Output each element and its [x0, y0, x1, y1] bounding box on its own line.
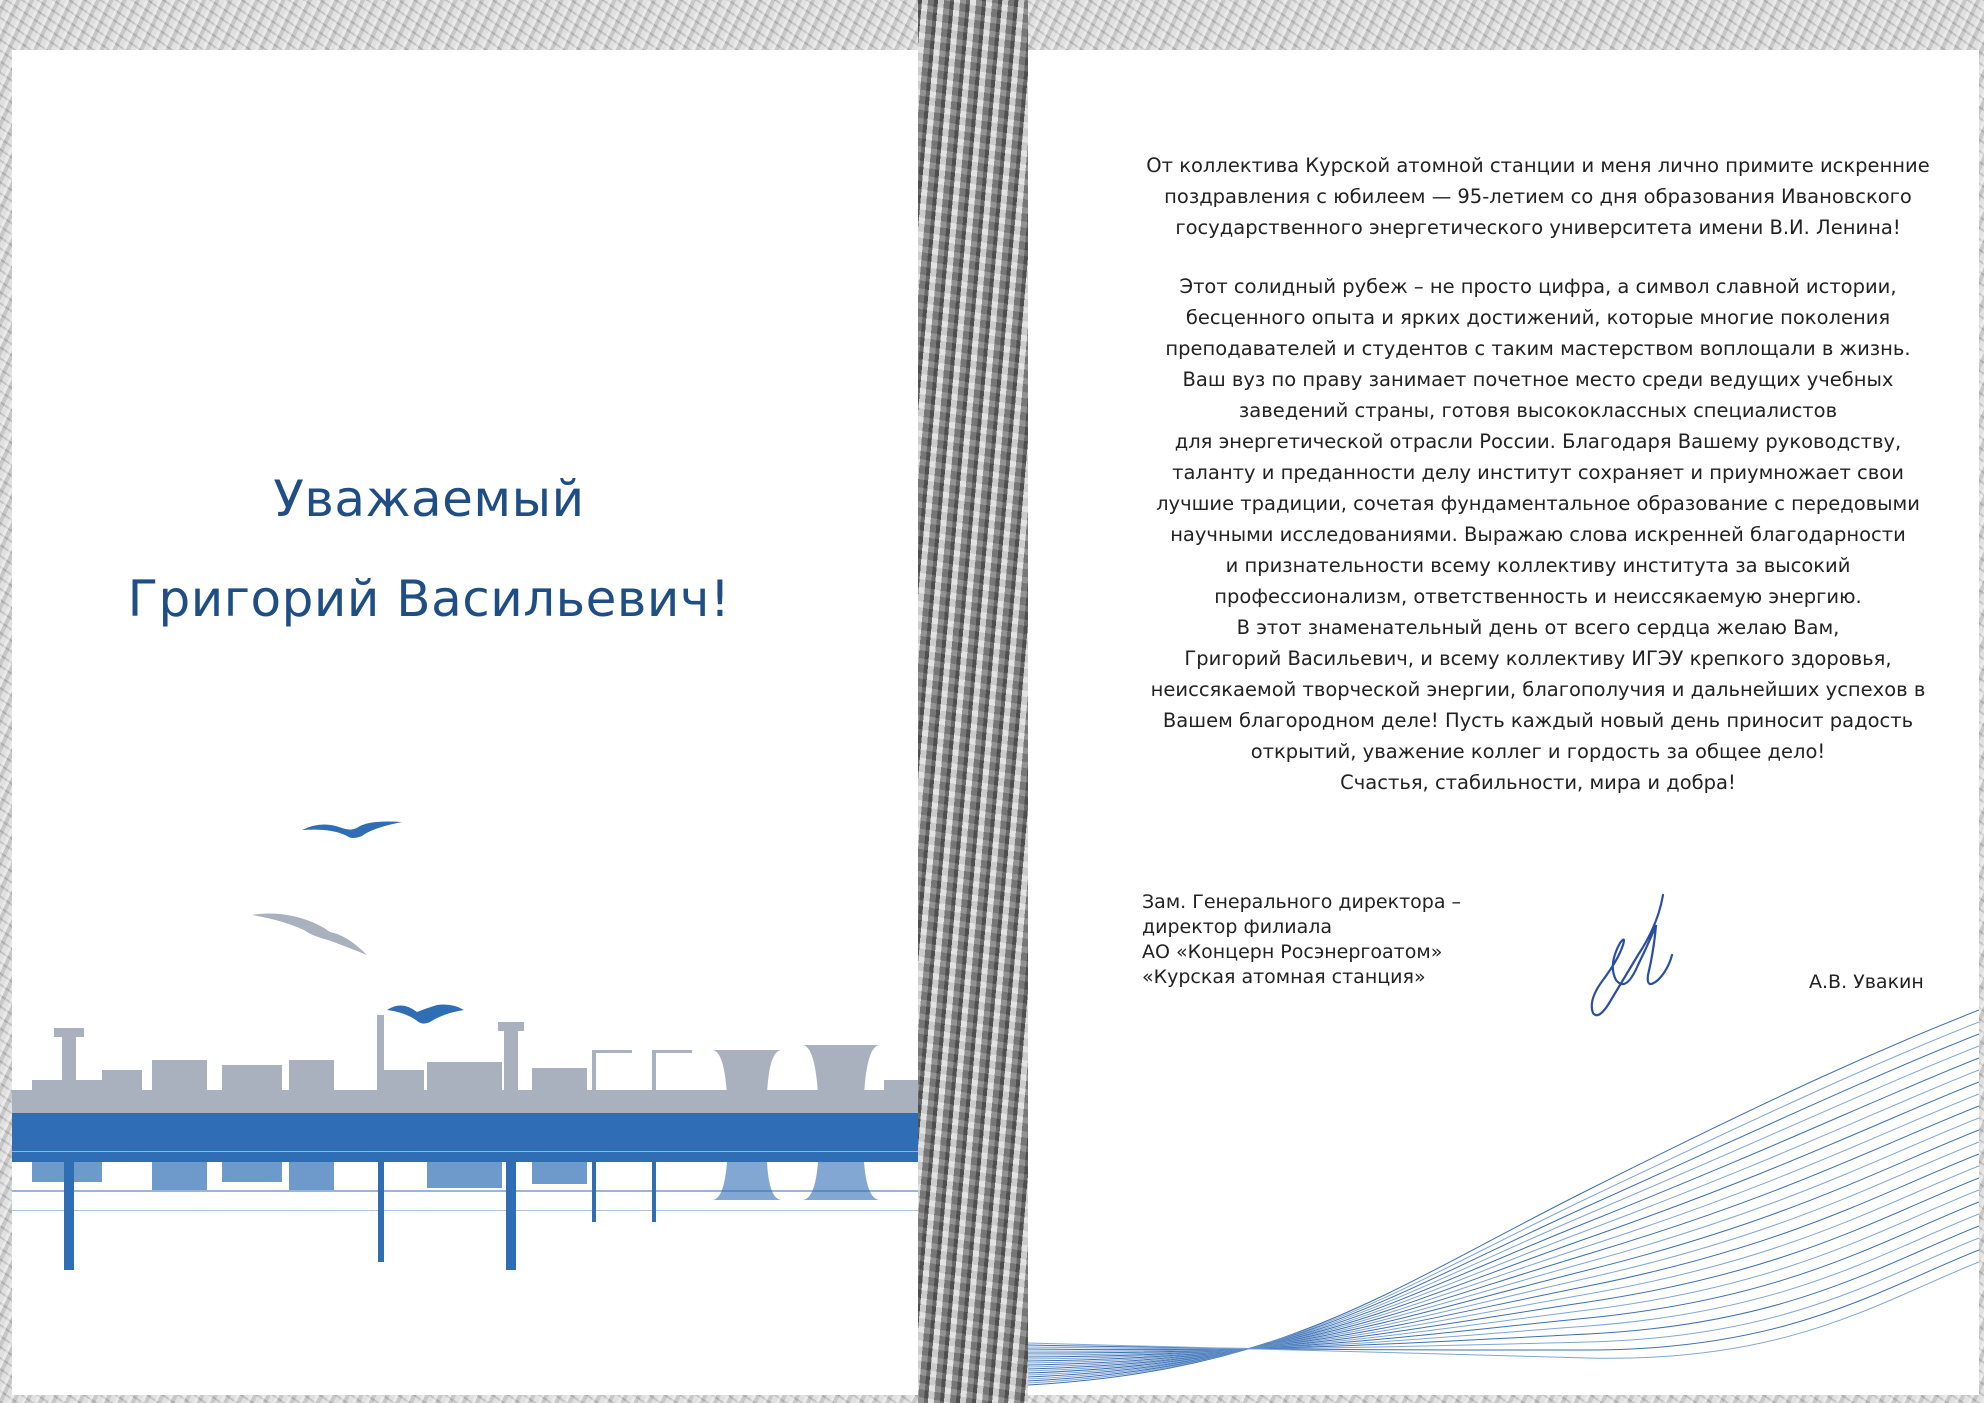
wave-line	[1028, 1250, 1979, 1350]
seagull-icon	[302, 822, 402, 839]
letter-line: неиссякаемой творческой энергии, благополучия и дальнейших успехов в	[1150, 678, 1926, 701]
letter-line: Григорий Васильевич, и всему коллективу ИГЭУ крепкого здоровья,	[1184, 647, 1892, 670]
wave-line	[1028, 1226, 1979, 1350]
letter-line: Этот солидный рубеж – не просто цифра, а символ славной истории,	[1179, 275, 1897, 298]
letter-line: научными исследованиями. Выражаю слова искренней благодарности	[1170, 523, 1906, 546]
wave-line	[1028, 1022, 1979, 1383]
letter-line: Счастья, стабильности, мира и добра!	[1340, 771, 1736, 794]
wave-line	[1028, 1214, 1979, 1351]
letter-line: заведений страны, готовя высококлассных специалистов	[1238, 399, 1838, 422]
wave-line	[1028, 1118, 1979, 1367]
seagull-icon	[252, 914, 367, 955]
folder-spine	[918, 0, 1028, 1403]
wave-line	[1028, 1094, 1979, 1371]
letter-line: Вашем благородном деле! Пусть каждый новый день приносит радость	[1162, 709, 1914, 732]
letter-body	[1108, 271, 1968, 798]
seagull-icon	[387, 1005, 464, 1024]
wave-line	[1028, 1130, 1979, 1365]
greeting-line-2: Григорий Васильевич!	[127, 570, 731, 628]
letter-line: преподавателей и студентов с таким мастерством воплощали в жизнь.	[1165, 337, 1911, 360]
wave-line	[1028, 1202, 1979, 1353]
letter-line: лучшие традиции, сочетая фундаментальное образование с передовыми	[1156, 492, 1920, 515]
wave-line	[1028, 1034, 1979, 1381]
water-band	[12, 1113, 918, 1151]
letter-line: государственного энергетического университета имени В.И. Ленина!	[1175, 216, 1901, 239]
wave-line	[1028, 1010, 1979, 1385]
signatory-title-line: АО «Концерн Росэнергоатом»	[1142, 941, 1443, 963]
letter-line: для энергетической отрасли России. Благодаря Вашему руководству,	[1174, 430, 1902, 453]
letter-line: открытий, уважение коллег и гордость за общее дело!	[1250, 740, 1826, 763]
power-plant-illustration	[12, 750, 918, 1270]
letter-intro	[1108, 150, 1968, 243]
signatory-title-line: Зам. Генерального директора –	[1142, 891, 1462, 913]
signatory-title	[1142, 890, 1461, 990]
letter-line: поздравления с юбилеем — 95-летием со дня образования Ивановского	[1164, 185, 1912, 208]
wave-line	[1028, 1082, 1979, 1373]
wave-line	[1028, 1070, 1979, 1375]
letter-line: От коллектива Курской атомной станции и меня лично примите искренние	[1146, 154, 1930, 177]
letter-line: профессионализм, ответственность и неиссякаемую энергию.	[1214, 585, 1862, 608]
letter-line: Ваш вуз по праву занимает почетное место среди ведущих учебных	[1182, 368, 1894, 391]
signatory-title-line: «Курская атомная станция»	[1142, 966, 1426, 988]
letter-line: бесценного опыта и ярких достижений, которые многие поколения	[1185, 306, 1891, 329]
right-page	[1028, 50, 1979, 1395]
greeting-line-1: Уважаемый	[273, 470, 585, 528]
letter-line: В этот знаменательный день от всего сердца желаю Вам,	[1236, 616, 1840, 639]
signatory-name: А.В. Увакин	[1809, 971, 1924, 993]
wave-line	[1028, 1046, 1979, 1379]
wave-line	[1028, 1190, 1979, 1355]
decorative-wave-lines	[1028, 990, 1979, 1395]
signatory-title-line: директор филиала	[1142, 916, 1333, 938]
wave-line	[1028, 1178, 1979, 1357]
letter-line: таланту и преданности делу институт сохраняет и приумножает свои	[1172, 461, 1904, 484]
letter-line: и признательности всему коллективу института за высокий	[1225, 554, 1851, 577]
left-page	[12, 50, 918, 1395]
wave-line	[1028, 1238, 1979, 1349]
wave-line	[1028, 1142, 1979, 1363]
